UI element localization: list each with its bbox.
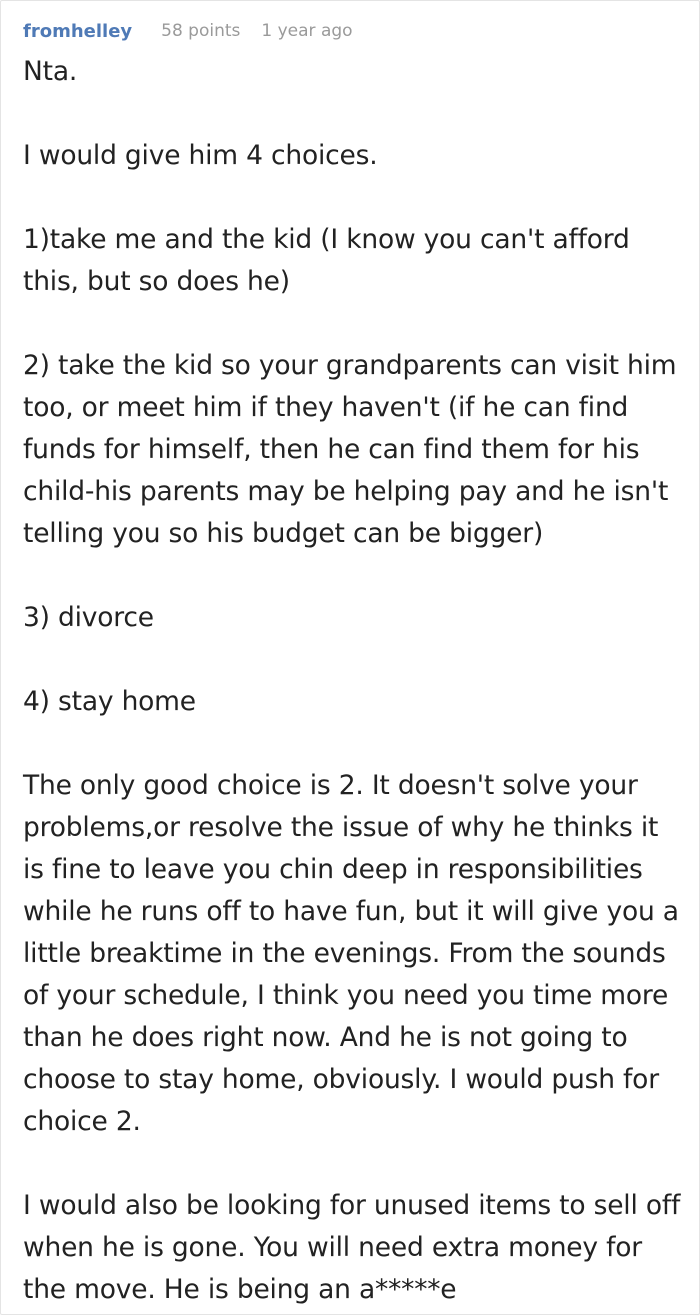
comment-points: 58 points xyxy=(161,21,241,41)
comment-meta xyxy=(23,19,353,43)
comment-paragraph: Nta. xyxy=(23,56,78,87)
comment-paragraph: 3) divorce xyxy=(23,602,154,633)
comment-paragraph: 2) take the kid so your grandparents can visit him too, or meet him if they haven't (if he can find funds for himself, then he can find them for his child-his parents may be helping pay and he isn't telling you so his budget can be bigger) xyxy=(23,350,677,549)
comment-author-link[interactable]: fromhelley xyxy=(23,20,133,42)
comment-paragraph: I would also be looking for unused items to sell off when he is gone. You will need extra money for the move. He is being an a*****e xyxy=(23,1190,681,1305)
comment-timestamp: 1 year ago xyxy=(261,21,353,41)
comment-paragraph: I would give him 4 choices. xyxy=(23,140,378,171)
comment-paragraph: 4) stay home xyxy=(23,686,196,717)
comment-paragraph: The only good choice is 2. It doesn't solve your problems,or resolve the issue of why he thinks it is fine to leave you chin deep in responsibilities while he runs off to have fun, but it will give you a little breaktime in the evenings. From the sounds of your schedule, I think you need you time more than he does right now. And he is not going to choose to stay home, obviously. I would push for choice 2. xyxy=(23,770,679,1137)
comment-body xyxy=(23,51,683,1311)
comment-paragraph: 1)take me and the kid (I know you can't afford this, but so does he) xyxy=(23,224,630,297)
